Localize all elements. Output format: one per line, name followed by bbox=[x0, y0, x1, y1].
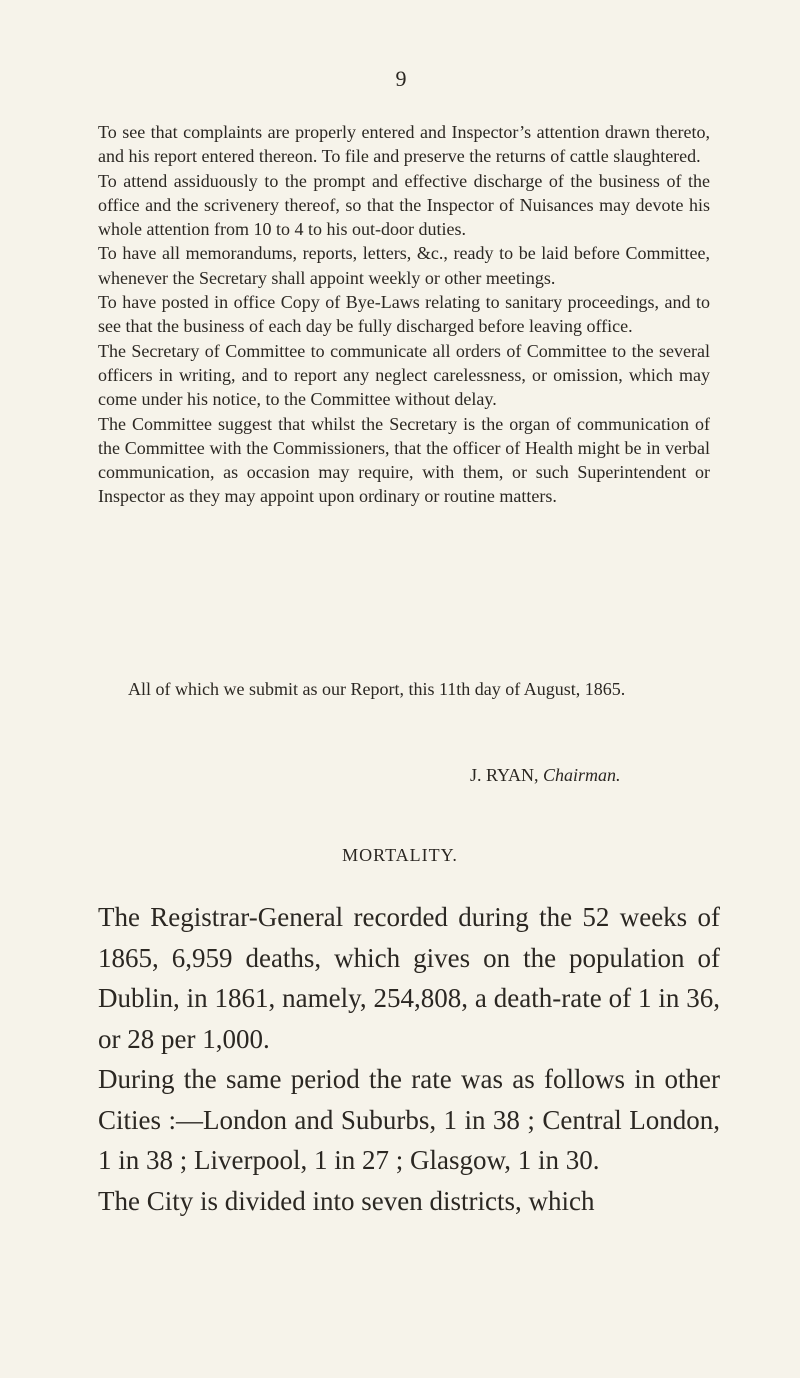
closing-text: All of which we submit as our Report, this 11th day of August, 1865. bbox=[128, 679, 626, 699]
paragraph-complaints: To see that complaints are properly entered and Inspector’s attention drawn thereto, and his report entered thereon. To file and preserve the returns of cattle slaughtered. bbox=[98, 122, 710, 167]
paragraph-registrar: The Registrar-General recorded during the 52 weeks of 1865, 6,959 deaths, which gives on the population of Dublin, in 1861, namely, 254,808, a death-rate of 1 in 36, or 28 per 1,000. bbox=[98, 902, 720, 1054]
paragraph-memorandums: To have all memorandums, reports, letters, &c., ready to be laid before Committee, whenever the Secretary shall appoint weekly or other meetings. bbox=[98, 243, 710, 288]
page-number: 9 bbox=[395, 66, 407, 91]
signature-role: Chairman. bbox=[543, 765, 621, 785]
closing-statement bbox=[98, 677, 710, 702]
signature bbox=[470, 765, 710, 786]
paragraph-secretary-orders: The Secretary of Committee to communicate all orders of Committee to the several officers in writing, and to report any neglect carelessness, or omission, which may come under his notice, to the Committee without delay. bbox=[98, 340, 710, 410]
section-heading: MORTALITY. bbox=[342, 845, 458, 865]
mortality-text bbox=[98, 897, 720, 1221]
duties-list bbox=[98, 120, 710, 509]
paragraph-bye-laws: To have posted in office Copy of Bye-Laws relating to sanitary proceedings, and to see that the business of each day be fully discharged before leaving office. bbox=[98, 292, 710, 337]
signature-name: J. RYAN, bbox=[470, 765, 539, 785]
paragraph-committee-suggestion: The Committee suggest that whilst the Secretary is the organ of communication of the Committee with the Commissioners, that the officer of Health might be in verbal communication, as occasion may require, with them, or such Superintendent or Inspector as they may appoint upon ordinary or routine matters. bbox=[98, 413, 710, 507]
paragraph-districts: The City is divided into seven districts, which bbox=[98, 1185, 595, 1216]
paragraph-other-cities: During the same period the rate was as follows in other Cities :—London and Suburbs, 1 in 38 ; Central London, 1 in 38 ; Liverpool, 1 in 27 ; Glasgow, 1 in 30. bbox=[98, 1064, 720, 1175]
paragraph-office-business: To attend assiduously to the prompt and effective discharge of the business of the office and the scrivenery thereof, so that the Inspector of Nuisances may devote his whole attention from 10 to 4 to his out-door duties. bbox=[98, 170, 710, 240]
